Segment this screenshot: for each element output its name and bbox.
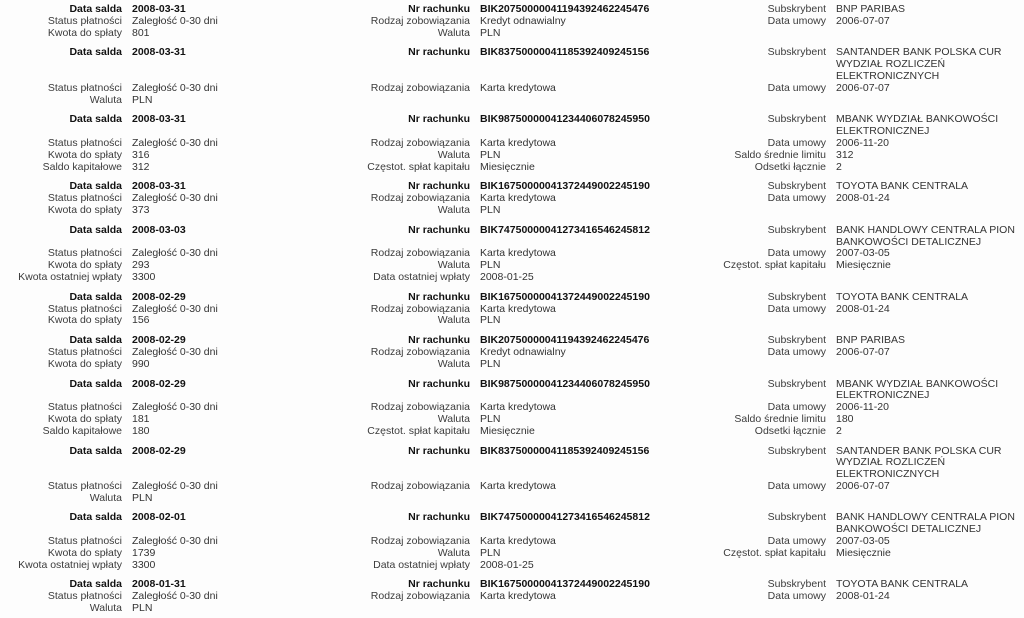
field-value: BIK74750000041273416546245812 [480, 223, 650, 236]
field-label: Rodzaj zobowiązania [370, 192, 470, 205]
credit-record [2, 379, 1022, 438]
field-label: Kwota do spłaty [47, 148, 122, 161]
field-value: Zaległość 0-30 dni [132, 192, 218, 205]
record-row [2, 162, 1022, 174]
field-label: Częstot. spłat kapitału [723, 546, 826, 559]
record-row [2, 315, 1022, 327]
field-value: BIK16750000041372449002245190 [480, 578, 650, 591]
field-label: Data salda [69, 113, 122, 126]
field-label: Data salda [69, 180, 122, 193]
field-value: PLN [480, 546, 501, 559]
field-label: Nr rachunku [408, 444, 470, 457]
field-value: 373 [132, 203, 150, 216]
field-value: 2008-02-29 [132, 334, 186, 347]
field-value: 2006-07-07 [836, 14, 890, 27]
field-value: BNP PARIBAS [836, 334, 906, 347]
field-label: Nr rachunku [408, 290, 470, 303]
credit-record [2, 512, 1022, 571]
field-label: Rodzaj zobowiązania [370, 81, 470, 94]
field-value: 2008-01-25 [480, 558, 534, 571]
field-value: 2007-03-05 [836, 247, 890, 260]
field-value: BIK16750000041372449002245190 [480, 290, 650, 303]
credit-record [2, 4, 1022, 39]
field-value: Karta kredytowa [480, 590, 556, 603]
field-label: Saldo kapitałowe [42, 424, 122, 437]
field-label: Nr rachunku [408, 3, 470, 15]
field-value: Zaległość 0-30 dni [132, 14, 218, 27]
field-label: Subskrybent [767, 578, 826, 591]
field-label: Kwota ostatniej wpłaty [18, 270, 122, 283]
record-row [2, 591, 1022, 603]
field-value: 3300 [132, 270, 156, 283]
field-label: Częstot. spłat kapitału [367, 424, 470, 437]
field-value: Karta kredytowa [480, 302, 556, 315]
field-label: Data umowy [767, 302, 826, 315]
field-label: Data salda [69, 223, 122, 236]
field-value: 2006-07-07 [836, 345, 890, 358]
field-label: Subskrybent [767, 180, 826, 193]
field-label: Subskrybent [767, 290, 826, 303]
field-label: Data umowy [767, 590, 826, 603]
field-value: BIK20750000041194392462245476 [480, 334, 650, 347]
field-value: 2008-02-29 [132, 444, 186, 457]
credit-record [2, 292, 1022, 327]
field-value: 2008-01-24 [836, 590, 890, 603]
field-value: Zaległość 0-30 dni [132, 479, 218, 492]
field-value: 2007-03-05 [836, 535, 890, 548]
record-row [2, 512, 1022, 536]
field-label: Status płatności [47, 590, 122, 603]
field-label: Waluta [437, 546, 470, 559]
field-label: Data umowy [767, 479, 826, 492]
record-row [2, 193, 1022, 205]
field-value: 2008-01-24 [836, 192, 890, 205]
field-label: Status płatności [47, 192, 122, 205]
field-value: 2 [836, 160, 842, 173]
field-label: Status płatności [47, 302, 122, 315]
field-label: Waluta [437, 203, 470, 216]
field-value: Zaległość 0-30 dni [132, 247, 218, 260]
field-value: PLN [480, 148, 501, 161]
field-value: TOYOTA BANK CENTRALA [836, 578, 969, 591]
field-label: Rodzaj zobowiązania [370, 302, 470, 315]
field-label: Data salda [69, 511, 122, 524]
field-label: Subskrybent [767, 3, 826, 15]
field-label: Waluta [437, 357, 470, 370]
field-value: Miesięcznie [480, 160, 535, 173]
field-label: Status płatności [47, 401, 122, 414]
field-value: MBANK WYDZIAŁ BANKOWOŚCI ELEKTRONICZNEJ [836, 377, 999, 402]
field-label: Odsetki łącznie [754, 424, 826, 437]
field-label: Waluta [437, 412, 470, 425]
field-label: Subskrybent [767, 334, 826, 347]
field-label: Subskrybent [767, 46, 826, 59]
field-label: Subskrybent [767, 377, 826, 390]
field-label: Waluta [437, 148, 470, 161]
field-label: Saldo kapitałowe [42, 160, 122, 173]
field-value: BANK HANDLOWY CENTRALA PION BANKOWOŚCI DETALICZNEJ [836, 511, 1015, 536]
field-value: PLN [132, 491, 153, 504]
record-row [2, 379, 1022, 403]
field-value: 990 [132, 357, 150, 370]
field-label: Data umowy [767, 192, 826, 205]
record-row [2, 272, 1022, 284]
field-value: 2008-01-31 [132, 578, 186, 591]
field-label: Data salda [69, 377, 122, 390]
field-label: Data salda [69, 290, 122, 303]
field-value: 2008-02-29 [132, 290, 186, 303]
field-label: Rodzaj zobowiązania [370, 247, 470, 260]
field-label: Waluta [437, 259, 470, 272]
field-value: TOYOTA BANK CENTRALA [836, 290, 969, 303]
field-label: Subskrybent [767, 444, 826, 457]
field-value: Zaległość 0-30 dni [132, 136, 218, 149]
field-value: 180 [132, 424, 150, 437]
field-label: Rodzaj zobowiązania [370, 535, 470, 548]
field-value: Karta kredytowa [480, 479, 556, 492]
field-value: BIK83750000041185392409245156 [480, 444, 650, 457]
field-value: 156 [132, 314, 150, 327]
field-label: Data ostatniej wpłaty [373, 558, 470, 571]
field-label: Data umowy [767, 14, 826, 27]
field-value: BIK98750000041234406078245950 [480, 113, 650, 126]
field-value: 2006-07-07 [836, 81, 890, 94]
record-row [2, 150, 1022, 162]
field-label: Status płatności [47, 345, 122, 358]
field-label: Subskrybent [767, 113, 826, 126]
field-value: Zaległość 0-30 dni [132, 401, 218, 414]
field-value: 801 [132, 26, 150, 39]
field-value: 2006-11-20 [836, 401, 889, 414]
field-value: BIK16750000041372449002245190 [480, 180, 650, 193]
field-value: 180 [836, 412, 854, 425]
field-value: 2008-02-29 [132, 377, 186, 390]
record-row [2, 414, 1022, 426]
field-label: Data salda [69, 578, 122, 591]
field-value: 2008-03-31 [132, 113, 186, 126]
field-label: Nr rachunku [408, 223, 470, 236]
field-value: 2008-02-01 [132, 511, 186, 524]
field-value: 3300 [132, 558, 156, 571]
record-row [2, 446, 1022, 481]
field-value: BIK20750000041194392462245476 [480, 3, 650, 15]
field-value: Kredyt odnawialny [480, 345, 566, 358]
field-label: Kwota do spłaty [47, 412, 122, 425]
field-label: Waluta [89, 491, 122, 504]
credit-record [2, 225, 1022, 284]
field-label: Status płatności [47, 136, 122, 149]
field-value: BNP PARIBAS [836, 3, 906, 15]
field-label: Nr rachunku [408, 334, 470, 347]
record-row [2, 205, 1022, 217]
field-label: Rodzaj zobowiązania [370, 345, 470, 358]
field-label: Nr rachunku [408, 377, 470, 390]
field-value: 312 [132, 160, 150, 173]
field-value: 312 [836, 148, 854, 161]
credit-record [2, 181, 1022, 216]
field-value: PLN [480, 357, 501, 370]
field-label: Rodzaj zobowiązania [370, 590, 470, 603]
record-row [2, 603, 1022, 615]
field-value: PLN [480, 412, 501, 425]
record-row [2, 548, 1022, 560]
credit-record [2, 47, 1022, 106]
field-label: Waluta [437, 26, 470, 39]
record-row [2, 493, 1022, 505]
credit-record [2, 446, 1022, 505]
field-value: Karta kredytowa [480, 247, 556, 260]
field-label: Status płatności [47, 535, 122, 548]
field-value: Karta kredytowa [480, 192, 556, 205]
field-value: MBANK WYDZIAŁ BANKOWOŚCI ELEKTRONICZNEJ [836, 113, 999, 138]
record-row [2, 47, 1022, 82]
field-label: Data umowy [767, 535, 826, 548]
field-label: Kwota do spłaty [47, 546, 122, 559]
field-label: Data umowy [767, 81, 826, 94]
field-label: Data salda [69, 46, 122, 59]
field-value: 2006-11-20 [836, 136, 889, 149]
record-row [2, 95, 1022, 107]
field-value: 316 [132, 148, 150, 161]
field-label: Waluta [89, 602, 122, 615]
field-value: Zaległość 0-30 dni [132, 590, 218, 603]
field-label: Kwota do spłaty [47, 203, 122, 216]
record-row [2, 28, 1022, 40]
field-value: Zaległość 0-30 dni [132, 535, 218, 548]
field-label: Saldo średnie limitu [734, 412, 826, 425]
field-label: Data umowy [767, 401, 826, 414]
field-label: Subskrybent [767, 223, 826, 236]
field-value: 2 [836, 424, 842, 437]
field-value: PLN [132, 602, 153, 615]
credit-record [2, 335, 1022, 370]
field-label: Nr rachunku [408, 180, 470, 193]
field-label: Data umowy [767, 345, 826, 358]
field-label: Status płatności [47, 247, 122, 260]
field-value: 293 [132, 259, 150, 272]
field-value: Kredyt odnawialny [480, 14, 566, 27]
field-value: BIK98750000041234406078245950 [480, 377, 650, 390]
field-value: Karta kredytowa [480, 401, 556, 414]
field-label: Częstot. spłat kapitału [723, 259, 826, 272]
credit-record [2, 579, 1022, 614]
field-value: BANK HANDLOWY CENTRALA PION BANKOWOŚCI DETALICZNEJ [836, 223, 1015, 248]
field-label: Waluta [89, 93, 122, 106]
field-label: Kwota do spłaty [47, 314, 122, 327]
field-value: BIK83750000041185392409245156 [480, 46, 650, 59]
field-label: Status płatności [47, 479, 122, 492]
record-row [2, 114, 1022, 138]
field-value: BIK74750000041273416546245812 [480, 511, 650, 524]
field-value: 2008-01-25 [480, 270, 534, 283]
field-value: Miesięcznie [480, 424, 535, 437]
field-label: Data salda [69, 334, 122, 347]
record-row [2, 560, 1022, 572]
field-label: Nr rachunku [408, 46, 470, 59]
field-value: 2008-03-03 [132, 223, 186, 236]
field-value: PLN [480, 259, 501, 272]
field-value: Miesięcznie [836, 546, 891, 559]
record-row [2, 402, 1022, 414]
field-label: Rodzaj zobowiązania [370, 479, 470, 492]
field-value: Zaległość 0-30 dni [132, 81, 218, 94]
field-label: Kwota do spłaty [47, 357, 122, 370]
field-label: Kwota do spłaty [47, 259, 122, 272]
field-value: 181 [132, 412, 150, 425]
field-value: PLN [480, 203, 501, 216]
record-row [2, 16, 1022, 28]
field-label: Data umowy [767, 247, 826, 260]
field-value: 2008-03-31 [132, 3, 186, 15]
record-row [2, 347, 1022, 359]
record-row [2, 359, 1022, 371]
record-row [2, 138, 1022, 150]
record-row [2, 426, 1022, 438]
field-value: Karta kredytowa [480, 535, 556, 548]
field-value: PLN [480, 26, 501, 39]
field-label: Rodzaj zobowiązania [370, 136, 470, 149]
record-row [2, 225, 1022, 249]
field-value: Karta kredytowa [480, 136, 556, 149]
field-value: 2006-07-07 [836, 479, 890, 492]
field-value: PLN [480, 314, 501, 327]
field-label: Subskrybent [767, 511, 826, 524]
record-row [2, 83, 1022, 95]
field-label: Kwota ostatniej wpłaty [18, 558, 122, 571]
field-label: Status płatności [47, 14, 122, 27]
field-value: Zaległość 0-30 dni [132, 302, 218, 315]
field-value: 2008-03-31 [132, 46, 186, 59]
field-label: Waluta [437, 314, 470, 327]
field-label: Saldo średnie limitu [734, 148, 826, 161]
field-value: Miesięcznie [836, 259, 891, 272]
field-value: 2008-01-24 [836, 302, 890, 315]
field-label: Nr rachunku [408, 511, 470, 524]
field-label: Kwota do spłaty [47, 26, 122, 39]
field-label: Rodzaj zobowiązania [370, 401, 470, 414]
field-value: 2008-03-31 [132, 180, 186, 193]
field-label: Częstot. spłat kapitału [367, 160, 470, 173]
field-label: Data ostatniej wpłaty [373, 270, 470, 283]
field-label: Odsetki łącznie [754, 160, 826, 173]
field-value: Zaległość 0-30 dni [132, 345, 218, 358]
field-label: Rodzaj zobowiązania [370, 14, 470, 27]
record-row [2, 304, 1022, 316]
field-label: Data salda [69, 444, 122, 457]
field-value: SANTANDER BANK POLSKA CUR WYDZIAŁ ROZLICZEŃ ELEKTRONICZNYCH [836, 46, 1002, 82]
field-value: TOYOTA BANK CENTRALA [836, 180, 969, 193]
credit-record [2, 114, 1022, 173]
field-value: 1739 [132, 546, 156, 559]
field-label: Nr rachunku [408, 578, 470, 591]
record-row [2, 481, 1022, 493]
field-value: PLN [132, 93, 153, 106]
field-value: SANTANDER BANK POLSKA CUR WYDZIAŁ ROZLICZEŃ ELEKTRONICZNYCH [836, 444, 1002, 481]
field-label: Status płatności [47, 81, 122, 94]
record-row [2, 292, 1022, 304]
field-label: Data umowy [767, 136, 826, 149]
field-value: Karta kredytowa [480, 81, 556, 94]
field-label: Nr rachunku [408, 113, 470, 126]
field-label: Data salda [69, 3, 122, 15]
